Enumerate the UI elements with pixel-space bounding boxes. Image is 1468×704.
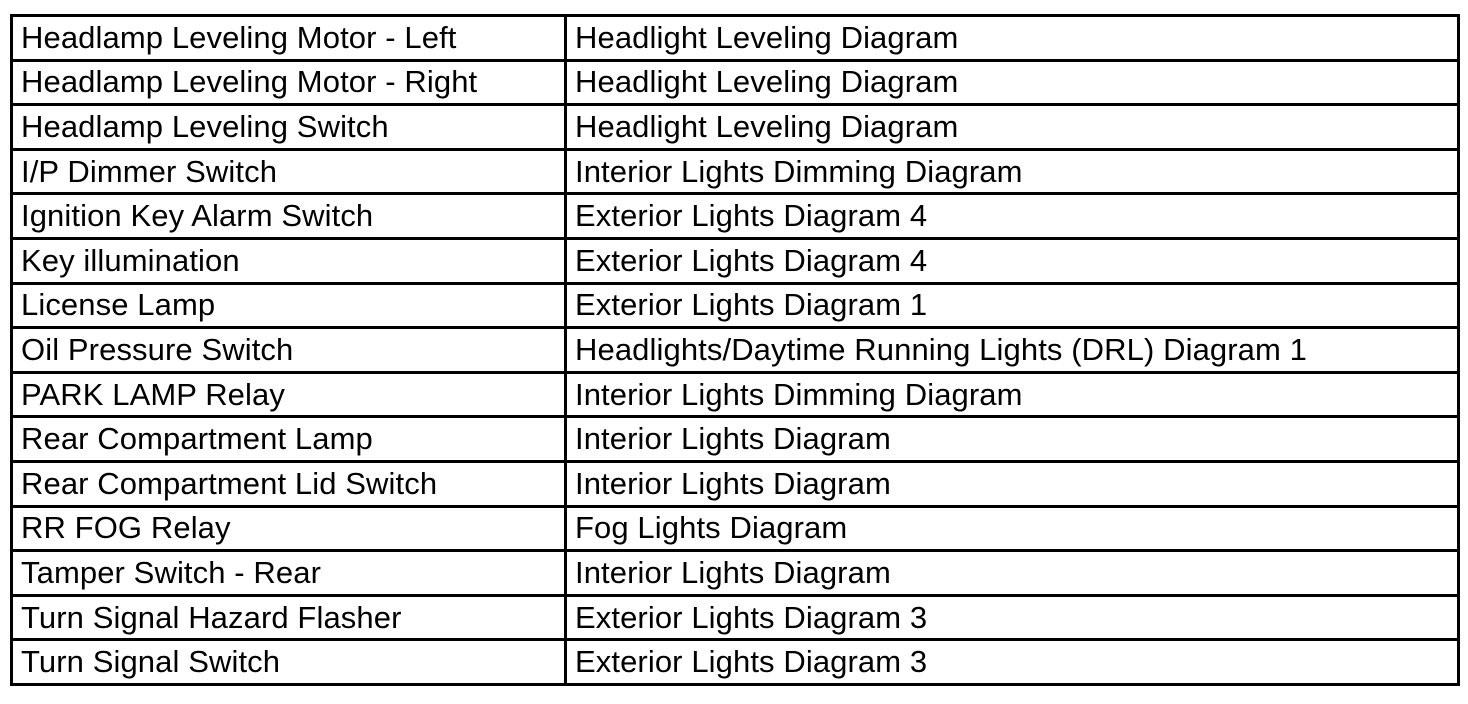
component-cell: Turn Signal Hazard Flasher xyxy=(12,595,566,640)
component-cell: Rear Compartment Lid Switch xyxy=(12,461,566,506)
table-row xyxy=(12,372,1459,417)
table-row xyxy=(12,640,1459,685)
component-cell: Key illumination xyxy=(12,238,566,283)
table-row xyxy=(12,194,1459,239)
table-row xyxy=(12,149,1459,194)
table-row xyxy=(12,328,1459,373)
diagram-cell: Interior Lights Dimming Diagram xyxy=(566,372,1459,417)
component-cell: RR FOG Relay xyxy=(12,506,566,551)
component-cell: Ignition Key Alarm Switch xyxy=(12,194,566,239)
diagram-cell: Exterior Lights Diagram 1 xyxy=(566,283,1459,328)
component-cell: Rear Compartment Lamp xyxy=(12,417,566,462)
diagram-cell: Headlight Leveling Diagram xyxy=(566,105,1459,150)
component-cell: PARK LAMP Relay xyxy=(12,372,566,417)
table-row xyxy=(12,238,1459,283)
table-row xyxy=(12,60,1459,105)
component-cell: Headlamp Leveling Motor - Right xyxy=(12,60,566,105)
diagram-cell: Exterior Lights Diagram 4 xyxy=(566,194,1459,239)
table-row xyxy=(12,506,1459,551)
table-row xyxy=(12,16,1459,61)
diagram-cell: Headlights/Daytime Running Lights (DRL) Diagram 1 xyxy=(566,328,1459,373)
diagram-cell: Interior Lights Dimming Diagram xyxy=(566,149,1459,194)
diagram-cell: Headlight Leveling Diagram xyxy=(566,60,1459,105)
component-cell: Turn Signal Switch xyxy=(12,640,566,685)
component-diagram-table xyxy=(10,14,1460,686)
component-cell: License Lamp xyxy=(12,283,566,328)
component-cell: I/P Dimmer Switch xyxy=(12,149,566,194)
table-body xyxy=(12,16,1459,685)
table-row xyxy=(12,417,1459,462)
diagram-cell: Exterior Lights Diagram 4 xyxy=(566,238,1459,283)
component-cell: Headlamp Leveling Motor - Left xyxy=(12,16,566,61)
table-row xyxy=(12,551,1459,596)
diagram-cell: Fog Lights Diagram xyxy=(566,506,1459,551)
diagram-cell: Headlight Leveling Diagram xyxy=(566,16,1459,61)
table-row xyxy=(12,595,1459,640)
diagram-cell: Interior Lights Diagram xyxy=(566,417,1459,462)
component-cell: Headlamp Leveling Switch xyxy=(12,105,566,150)
table-row xyxy=(12,105,1459,150)
table-row xyxy=(12,461,1459,506)
component-cell: Oil Pressure Switch xyxy=(12,328,566,373)
diagram-cell: Interior Lights Diagram xyxy=(566,461,1459,506)
table-row xyxy=(12,283,1459,328)
diagram-cell: Exterior Lights Diagram 3 xyxy=(566,595,1459,640)
diagram-cell: Interior Lights Diagram xyxy=(566,551,1459,596)
diagram-cell: Exterior Lights Diagram 3 xyxy=(566,640,1459,685)
component-cell: Tamper Switch - Rear xyxy=(12,551,566,596)
